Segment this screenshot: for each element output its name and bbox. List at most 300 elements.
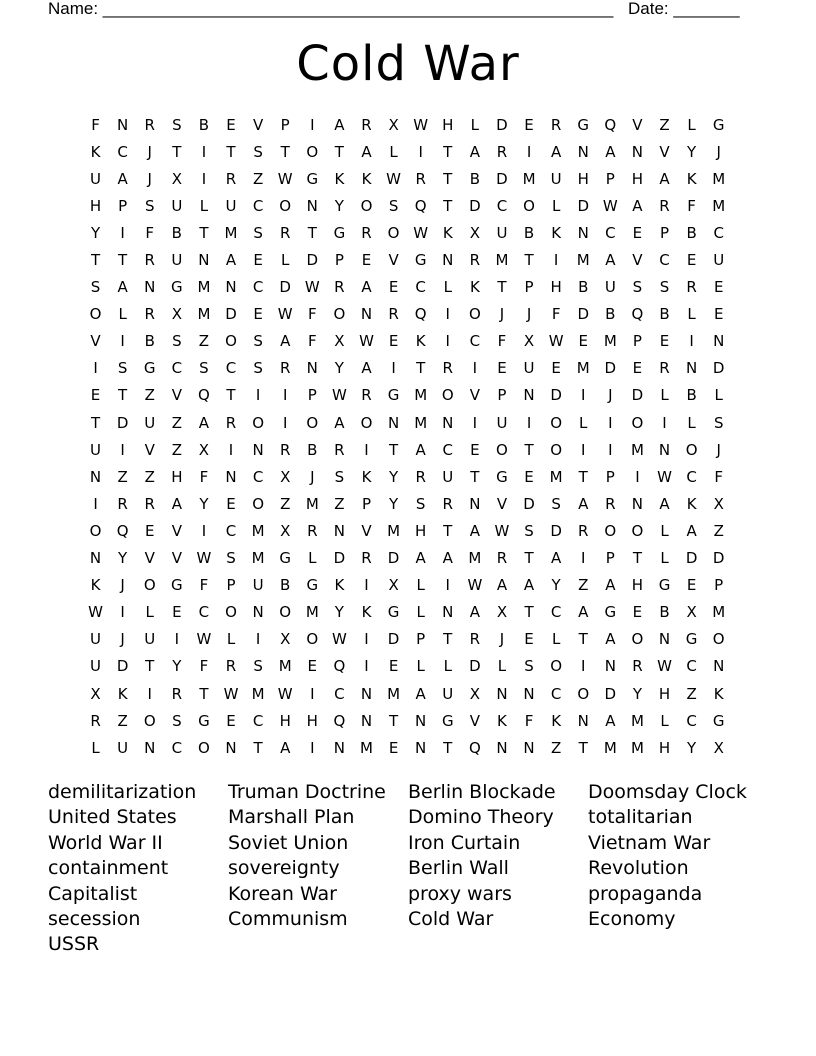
grid-letter[interactable]: M — [712, 169, 726, 188]
grid-letter[interactable]: F — [307, 305, 317, 324]
grid-letter[interactable]: A — [632, 196, 643, 215]
grid-letter[interactable]: Z — [117, 711, 128, 730]
grid-letter[interactable]: W — [88, 603, 103, 622]
grid-letter[interactable]: G — [387, 603, 400, 622]
grid-letter[interactable]: M — [251, 549, 265, 568]
grid-letter[interactable]: Z — [659, 115, 670, 134]
grid-letter[interactable]: R — [144, 251, 155, 270]
grid-letter[interactable]: H — [415, 521, 427, 540]
grid-letter[interactable]: R — [578, 521, 589, 540]
grid-letter[interactable]: N — [604, 657, 616, 676]
grid-letter[interactable]: R — [307, 521, 318, 540]
grid-letter[interactable]: L — [551, 196, 561, 215]
grid-letter[interactable]: E — [632, 223, 643, 242]
grid-letter[interactable]: Z — [578, 576, 589, 595]
grid-letter[interactable]: Z — [334, 494, 345, 513]
grid-letter[interactable]: S — [524, 521, 534, 540]
grid-letter[interactable]: K — [442, 223, 453, 242]
grid-letter[interactable]: E — [632, 359, 643, 378]
grid-letter[interactable]: V — [632, 115, 643, 134]
grid-letter[interactable]: D — [577, 305, 590, 324]
grid-letter[interactable]: U — [550, 169, 562, 188]
grid-letter[interactable]: C — [442, 440, 453, 459]
grid-letter[interactable]: X — [523, 332, 535, 351]
grid-letter[interactable]: H — [658, 684, 671, 703]
grid-letter[interactable]: M — [197, 278, 211, 297]
grid-letter[interactable]: E — [524, 115, 534, 134]
grid-letter[interactable]: R — [361, 223, 372, 242]
grid-letter[interactable]: S — [226, 549, 236, 568]
grid-letter[interactable]: V — [632, 251, 643, 270]
grid-letter[interactable]: O — [252, 494, 265, 513]
grid-letter[interactable]: E — [144, 521, 155, 540]
grid-letter[interactable]: B — [280, 576, 291, 595]
grid-letter[interactable]: T — [632, 549, 642, 568]
grid-letter[interactable]: T — [253, 738, 263, 757]
grid-letter[interactable]: Y — [388, 467, 399, 486]
grid-letter[interactable]: P — [605, 549, 615, 568]
grid-letter[interactable]: Y — [172, 657, 182, 676]
grid-letter[interactable]: B — [686, 386, 697, 405]
grid-letter[interactable]: M — [197, 305, 211, 324]
grid-letter[interactable]: G — [577, 115, 590, 134]
grid-letter[interactable]: R — [550, 115, 562, 134]
grid-letter[interactable]: S — [253, 332, 263, 351]
grid-letter[interactable]: J — [499, 630, 505, 649]
grid-letter[interactable]: I — [310, 684, 315, 703]
grid-letter[interactable]: E — [253, 305, 263, 324]
grid-letter[interactable]: U — [90, 630, 102, 649]
grid-letter[interactable]: N — [89, 549, 102, 568]
grid-letter[interactable]: C — [117, 142, 128, 161]
grid-letter[interactable]: P — [118, 196, 128, 215]
grid-letter[interactable]: N — [360, 305, 373, 324]
grid-letter[interactable]: A — [117, 278, 128, 297]
grid-letter[interactable]: I — [120, 440, 125, 459]
grid-letter[interactable]: M — [576, 359, 590, 378]
grid-letter[interactable]: H — [279, 711, 291, 730]
grid-letter[interactable]: M — [278, 657, 292, 676]
grid-letter[interactable]: A — [280, 738, 291, 757]
grid-letter[interactable]: B — [307, 440, 318, 459]
grid-letter[interactable]: Y — [687, 142, 697, 161]
grid-letter[interactable]: D — [116, 413, 129, 432]
grid-letter[interactable]: N — [577, 142, 589, 161]
grid-letter[interactable]: I — [418, 142, 423, 161]
grid-letter[interactable]: I — [526, 142, 532, 161]
grid-letter[interactable]: T — [416, 359, 426, 378]
grid-letter[interactable]: G — [712, 711, 725, 730]
grid-letter[interactable]: O — [631, 413, 644, 432]
grid-letter[interactable]: U — [496, 223, 508, 242]
grid-letter[interactable]: J — [310, 467, 315, 486]
grid-letter[interactable]: K — [686, 169, 697, 188]
grid-letter[interactable]: A — [225, 251, 237, 270]
grid-letter[interactable]: R — [632, 657, 643, 676]
letter-grid[interactable] — [82, 111, 732, 761]
grid-letter[interactable]: I — [581, 386, 586, 405]
grid-letter[interactable]: A — [605, 142, 616, 161]
grid-letter[interactable]: K — [686, 494, 697, 513]
grid-letter[interactable]: N — [225, 467, 237, 486]
grid-letter[interactable]: I — [282, 413, 288, 432]
grid-letter[interactable]: K — [469, 278, 480, 297]
grid-letter[interactable]: S — [253, 223, 263, 242]
grid-letter[interactable]: I — [635, 467, 640, 486]
grid-letter[interactable]: P — [361, 494, 371, 513]
grid-letter[interactable]: Y — [90, 223, 101, 242]
grid-letter[interactable]: L — [687, 305, 696, 324]
grid-letter[interactable]: T — [524, 603, 534, 622]
grid-letter[interactable]: R — [144, 115, 155, 134]
grid-letter[interactable]: C — [659, 251, 670, 270]
grid-letter[interactable]: R — [361, 549, 372, 568]
grid-letter[interactable]: D — [550, 386, 562, 405]
grid-letter[interactable]: I — [581, 657, 586, 676]
grid-letter[interactable]: R — [225, 657, 237, 676]
grid-letter[interactable]: N — [360, 711, 373, 730]
grid-letter[interactable]: I — [228, 440, 234, 459]
grid-letter[interactable]: I — [553, 251, 559, 270]
grid-letter[interactable]: I — [364, 657, 369, 676]
grid-letter[interactable]: S — [713, 413, 724, 432]
grid-letter[interactable]: A — [280, 332, 291, 351]
grid-letter[interactable]: R — [496, 142, 508, 161]
grid-letter[interactable]: U — [604, 278, 616, 297]
grid-letter[interactable]: S — [334, 467, 345, 486]
grid-letter[interactable]: W — [304, 278, 320, 297]
grid-letter[interactable]: M — [387, 521, 401, 540]
grid-letter[interactable]: N — [523, 738, 535, 757]
grid-letter[interactable]: A — [605, 576, 616, 595]
grid-letter[interactable]: L — [308, 549, 317, 568]
grid-letter[interactable]: K — [361, 169, 372, 188]
grid-letter[interactable]: I — [174, 630, 180, 649]
grid-letter[interactable]: T — [226, 142, 236, 161]
grid-letter[interactable]: I — [581, 440, 586, 459]
grid-letter[interactable]: N — [496, 738, 508, 757]
grid-letter[interactable]: A — [198, 413, 210, 432]
grid-letter[interactable]: K — [334, 169, 345, 188]
grid-letter[interactable]: S — [551, 494, 561, 513]
grid-letter[interactable]: E — [686, 251, 697, 270]
grid-letter[interactable]: W — [331, 630, 347, 649]
grid-letter[interactable]: A — [578, 603, 589, 622]
grid-letter[interactable]: V — [144, 549, 155, 568]
grid-letter[interactable]: J — [526, 305, 532, 324]
grid-letter[interactable]: E — [524, 630, 534, 649]
grid-letter[interactable]: L — [687, 115, 696, 134]
grid-letter[interactable]: X — [496, 603, 508, 622]
grid-letter[interactable]: U — [90, 169, 102, 188]
grid-letter[interactable]: S — [632, 278, 643, 297]
grid-letter[interactable]: O — [631, 630, 644, 649]
grid-letter[interactable]: M — [630, 738, 644, 757]
grid-letter[interactable]: P — [226, 576, 236, 595]
grid-letter[interactable]: O — [685, 440, 698, 459]
grid-letter[interactable]: G — [198, 711, 210, 730]
grid-letter[interactable]: P — [416, 630, 426, 649]
grid-letter[interactable]: D — [225, 305, 237, 324]
grid-letter[interactable]: U — [225, 196, 237, 215]
grid-letter[interactable]: R — [361, 386, 372, 405]
grid-letter[interactable]: O — [712, 630, 725, 649]
grid-letter[interactable]: D — [333, 549, 346, 568]
grid-letter[interactable]: Q — [604, 115, 617, 134]
grid-letter[interactable]: B — [659, 305, 670, 324]
grid-letter[interactable]: U — [90, 657, 102, 676]
grid-letter[interactable]: I — [120, 603, 125, 622]
grid-letter[interactable]: T — [334, 142, 344, 161]
grid-letter[interactable]: O — [550, 440, 563, 459]
grid-letter[interactable]: M — [251, 521, 265, 540]
grid-letter[interactable]: F — [199, 657, 209, 676]
grid-letter[interactable]: L — [660, 711, 669, 730]
grid-letter[interactable]: R — [334, 278, 345, 297]
grid-letter[interactable]: R — [171, 684, 183, 703]
grid-letter[interactable]: W — [277, 684, 293, 703]
grid-letter[interactable]: I — [120, 223, 125, 242]
grid-letter[interactable]: O — [496, 440, 508, 459]
grid-letter[interactable]: O — [252, 413, 265, 432]
grid-letter[interactable]: G — [414, 251, 427, 270]
grid-letter[interactable]: U — [171, 251, 183, 270]
grid-letter[interactable]: C — [252, 711, 264, 730]
grid-letter[interactable]: R — [469, 251, 481, 270]
grid-letter[interactable]: L — [497, 657, 507, 676]
grid-letter[interactable]: A — [659, 169, 670, 188]
grid-letter[interactable]: G — [279, 549, 292, 568]
grid-letter[interactable]: B — [659, 603, 670, 622]
grid-letter[interactable]: T — [388, 711, 399, 730]
grid-letter[interactable]: E — [388, 278, 399, 297]
grid-letter[interactable]: E — [90, 386, 101, 405]
grid-letter[interactable]: K — [117, 684, 128, 703]
grid-letter[interactable]: N — [360, 684, 373, 703]
grid-letter[interactable]: F — [199, 576, 209, 595]
grid-letter[interactable]: T — [524, 251, 534, 270]
grid-letter[interactable]: V — [252, 115, 264, 134]
grid-letter[interactable]: U — [713, 251, 725, 270]
grid-letter[interactable]: J — [608, 386, 613, 405]
date-field-label[interactable]: Date: _______ — [628, 0, 740, 18]
grid-letter[interactable]: T — [443, 738, 453, 757]
grid-letter[interactable]: R — [279, 359, 291, 378]
grid-letter[interactable]: D — [523, 494, 535, 513]
grid-letter[interactable]: A — [171, 494, 182, 513]
grid-letter[interactable]: M — [549, 467, 563, 486]
grid-letter[interactable]: A — [496, 576, 508, 595]
grid-letter[interactable]: C — [198, 603, 210, 622]
grid-letter[interactable]: N — [631, 142, 644, 161]
grid-letter[interactable]: I — [391, 359, 396, 378]
grid-letter[interactable]: A — [605, 251, 616, 270]
grid-letter[interactable]: U — [442, 684, 454, 703]
grid-letter[interactable]: Q — [414, 305, 427, 324]
grid-letter[interactable]: A — [361, 359, 372, 378]
grid-letter[interactable]: D — [496, 169, 508, 188]
grid-letter[interactable]: K — [551, 223, 562, 242]
grid-letter[interactable]: I — [581, 549, 586, 568]
grid-letter[interactable]: X — [334, 332, 345, 351]
grid-letter[interactable]: L — [470, 115, 480, 134]
grid-letter[interactable]: X — [388, 115, 399, 134]
grid-letter[interactable]: I — [201, 521, 207, 540]
grid-letter[interactable]: V — [171, 521, 182, 540]
grid-letter[interactable]: D — [306, 251, 319, 270]
grid-letter[interactable]: P — [605, 467, 615, 486]
grid-letter[interactable]: O — [225, 332, 237, 351]
grid-letter[interactable]: F — [714, 467, 724, 486]
grid-letter[interactable]: M — [603, 332, 617, 351]
grid-letter[interactable]: K — [361, 467, 372, 486]
grid-letter[interactable]: D — [604, 684, 617, 703]
grid-letter[interactable]: O — [604, 521, 617, 540]
grid-letter[interactable]: F — [91, 115, 100, 134]
grid-letter[interactable]: Q — [333, 711, 346, 730]
grid-letter[interactable]: T — [443, 142, 453, 161]
grid-letter[interactable]: M — [305, 603, 319, 622]
grid-letter[interactable]: E — [686, 576, 697, 595]
grid-letter[interactable]: G — [685, 630, 698, 649]
grid-letter[interactable]: T — [145, 657, 155, 676]
grid-letter[interactable]: L — [443, 278, 452, 297]
grid-letter[interactable]: Z — [117, 467, 128, 486]
grid-letter[interactable]: Y — [551, 576, 561, 595]
grid-letter[interactable]: C — [252, 278, 264, 297]
grid-letter[interactable]: U — [171, 196, 183, 215]
grid-letter[interactable]: I — [445, 305, 450, 324]
grid-letter[interactable]: L — [416, 603, 425, 622]
grid-letter[interactable]: B — [605, 305, 616, 324]
grid-letter[interactable]: X — [469, 684, 480, 703]
grid-letter[interactable]: M — [224, 223, 238, 242]
grid-letter[interactable]: E — [172, 603, 182, 622]
grid-letter[interactable]: J — [147, 169, 152, 188]
grid-letter[interactable]: O — [143, 576, 156, 595]
grid-letter[interactable]: H — [658, 738, 671, 757]
grid-letter[interactable]: L — [199, 196, 209, 215]
grid-letter[interactable]: D — [469, 196, 481, 215]
grid-letter[interactable]: M — [712, 196, 726, 215]
grid-letter[interactable]: Q — [631, 305, 644, 324]
grid-letter[interactable]: O — [550, 413, 563, 432]
grid-letter[interactable]: F — [145, 223, 155, 242]
grid-letter[interactable]: G — [171, 278, 183, 297]
grid-letter[interactable]: C — [171, 359, 183, 378]
grid-letter[interactable]: I — [608, 440, 613, 459]
grid-letter[interactable]: A — [659, 494, 670, 513]
grid-letter[interactable]: L — [660, 549, 669, 568]
grid-letter[interactable]: O — [468, 305, 481, 324]
grid-letter[interactable]: X — [90, 684, 101, 703]
grid-letter[interactable]: F — [524, 711, 534, 730]
grid-letter[interactable]: H — [550, 278, 562, 297]
grid-letter[interactable]: N — [685, 359, 698, 378]
grid-letter[interactable]: E — [713, 278, 724, 297]
grid-letter[interactable]: K — [551, 711, 562, 730]
grid-letter[interactable]: N — [306, 359, 318, 378]
grid-letter[interactable]: E — [524, 467, 534, 486]
grid-letter[interactable]: D — [604, 359, 617, 378]
grid-letter[interactable]: M — [251, 684, 265, 703]
grid-letter[interactable]: T — [443, 630, 453, 649]
grid-letter[interactable]: G — [143, 359, 156, 378]
grid-letter[interactable]: T — [578, 467, 588, 486]
grid-letter[interactable]: L — [660, 521, 669, 540]
grid-letter[interactable]: Q — [198, 386, 210, 405]
grid-letter[interactable]: E — [659, 332, 670, 351]
grid-letter[interactable]: P — [524, 278, 534, 297]
grid-letter[interactable]: Z — [713, 521, 724, 540]
grid-letter[interactable]: J — [716, 142, 721, 161]
name-field-label[interactable]: Name: ______________________________________________________ — [48, 0, 614, 18]
grid-letter[interactable]: D — [631, 386, 644, 405]
grid-letter[interactable]: R — [496, 549, 508, 568]
grid-letter[interactable]: S — [117, 359, 128, 378]
grid-letter[interactable]: I — [201, 142, 207, 161]
grid-letter[interactable]: T — [118, 251, 128, 270]
grid-letter[interactable]: M — [522, 169, 536, 188]
grid-letter[interactable]: L — [91, 738, 100, 757]
grid-letter[interactable]: O — [225, 603, 237, 622]
grid-letter[interactable]: P — [714, 576, 724, 595]
grid-letter[interactable]: L — [281, 251, 290, 270]
grid-letter[interactable]: T — [388, 440, 399, 459]
grid-letter[interactable]: M — [305, 494, 319, 513]
grid-letter[interactable]: L — [687, 413, 696, 432]
grid-letter[interactable]: U — [252, 576, 264, 595]
grid-letter[interactable]: C — [252, 196, 264, 215]
grid-letter[interactable]: I — [526, 413, 532, 432]
grid-letter[interactable]: F — [497, 332, 507, 351]
grid-letter[interactable]: G — [387, 386, 400, 405]
grid-letter[interactable]: M — [630, 711, 644, 730]
grid-letter[interactable]: N — [333, 738, 345, 757]
grid-letter[interactable]: T — [90, 413, 101, 432]
grid-letter[interactable]: T — [280, 142, 290, 161]
grid-letter[interactable]: Z — [198, 332, 210, 351]
grid-letter[interactable]: G — [171, 576, 183, 595]
grid-letter[interactable]: I — [662, 413, 667, 432]
grid-letter[interactable]: O — [198, 738, 210, 757]
grid-letter[interactable]: I — [472, 359, 478, 378]
grid-letter[interactable]: W — [196, 630, 212, 649]
grid-letter[interactable]: N — [306, 196, 318, 215]
grid-letter[interactable]: V — [388, 251, 399, 270]
grid-letter[interactable]: C — [334, 684, 345, 703]
grid-letter[interactable]: I — [201, 169, 207, 188]
grid-letter[interactable]: N — [144, 738, 156, 757]
grid-letter[interactable]: L — [389, 142, 398, 161]
grid-letter[interactable]: I — [255, 386, 261, 405]
grid-letter[interactable]: K — [713, 684, 724, 703]
grid-letter[interactable]: O — [631, 521, 644, 540]
grid-letter[interactable]: R — [144, 305, 155, 324]
grid-letter[interactable]: E — [388, 657, 399, 676]
grid-letter[interactable]: X — [171, 305, 182, 324]
grid-letter[interactable]: A — [334, 413, 345, 432]
grid-letter[interactable]: Y — [199, 494, 209, 513]
grid-letter[interactable]: V — [469, 386, 480, 405]
grid-letter[interactable]: S — [172, 711, 182, 730]
grid-letter[interactable]: D — [116, 657, 129, 676]
grid-letter[interactable]: N — [631, 494, 644, 513]
grid-letter[interactable]: X — [280, 467, 291, 486]
grid-letter[interactable]: I — [472, 413, 478, 432]
grid-letter[interactable]: E — [497, 359, 507, 378]
grid-letter[interactable]: I — [364, 440, 369, 459]
